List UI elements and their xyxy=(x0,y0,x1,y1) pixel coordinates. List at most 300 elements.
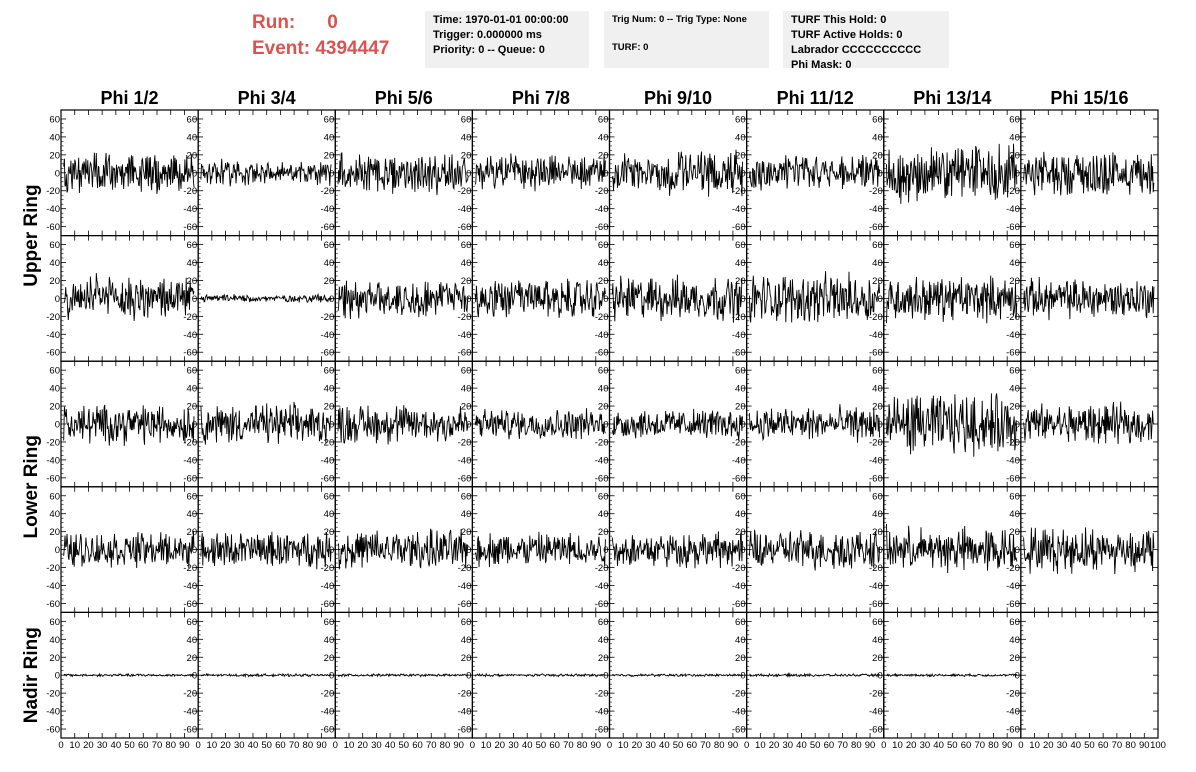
waveform-trace xyxy=(887,276,1017,324)
x-tick-label: 60 xyxy=(686,740,698,751)
y-tick-label: -60 xyxy=(869,724,883,736)
x-tick-label: 30 xyxy=(645,740,656,751)
y-tick-label: 20 xyxy=(872,527,883,539)
time-text: Time: 1970-01-01 00:00:00 xyxy=(433,14,569,26)
y-tick-label: 0 xyxy=(328,293,335,305)
x-tick-label: 40 xyxy=(1070,740,1082,751)
y-tick-label: -40 xyxy=(320,204,335,216)
y-tick-label: -20 xyxy=(46,688,60,700)
y-tick-label: 0 xyxy=(191,168,198,180)
y-tick-label: -40 xyxy=(594,580,609,592)
panel-r0-c1 xyxy=(183,110,335,236)
y-tick-label: -20 xyxy=(869,186,883,198)
y-tick-label: 40 xyxy=(872,383,883,395)
y-tick-label: 40 xyxy=(597,383,609,395)
panel-r3-c2 xyxy=(321,487,473,613)
y-tick-label: -40 xyxy=(869,204,883,216)
y-tick-label: -60 xyxy=(320,473,335,485)
y-tick-label: -40 xyxy=(869,455,883,467)
y-tick-label: 0 xyxy=(328,419,335,431)
x-tick-label: 30 xyxy=(1056,740,1068,751)
panel-r2-c7 xyxy=(1006,361,1158,487)
y-tick-label: 0 xyxy=(877,419,883,431)
waveform-trace xyxy=(201,532,331,570)
y-tick-label: 0 xyxy=(54,670,60,682)
x-tick-label: 0 xyxy=(58,740,64,751)
y-tick-label: 0 xyxy=(603,670,609,682)
waveform-trace xyxy=(612,531,742,568)
panel-r0-c0 xyxy=(46,110,198,236)
y-tick-label: -60 xyxy=(1006,347,1020,359)
waveform-trace xyxy=(1024,402,1154,444)
y-tick-label: 20 xyxy=(597,652,609,664)
labrador-text: Labrador CCCCCCCCCC xyxy=(791,44,922,56)
y-tick-label: 20 xyxy=(1009,150,1020,162)
y-tick-label: 0 xyxy=(54,545,60,557)
y-tick-label: -20 xyxy=(1006,563,1020,575)
panel-r2-c4 xyxy=(595,361,747,487)
y-tick-label: 60 xyxy=(49,616,60,628)
x-tick-label: 30 xyxy=(233,740,245,751)
y-tick-label: -20 xyxy=(731,437,746,449)
y-tick-label: 20 xyxy=(186,652,198,664)
y-tick-label: -20 xyxy=(869,563,883,575)
waveform-trace xyxy=(749,530,879,571)
panel-r0-c7 xyxy=(1006,110,1158,236)
y-tick-label: -60 xyxy=(594,347,609,359)
y-tick-label: 0 xyxy=(740,419,746,431)
y-tick-label: 20 xyxy=(735,652,746,664)
x-tick-label: 80 xyxy=(988,740,999,751)
y-tick-label: -60 xyxy=(46,222,60,234)
x-tick-label: 10 xyxy=(1029,740,1040,751)
y-tick-label: 40 xyxy=(1009,383,1020,395)
y-tick-label: -20 xyxy=(183,688,198,700)
x-tick-label: 0 xyxy=(332,740,338,751)
y-tick-label: -60 xyxy=(46,473,60,485)
panel-r2-c1 xyxy=(183,361,335,487)
y-tick-label: 60 xyxy=(323,114,335,126)
x-tick-label: 70 xyxy=(288,740,300,751)
waveform-trace xyxy=(64,405,194,446)
x-tick-label: 50 xyxy=(672,740,684,751)
y-tick-label: -60 xyxy=(457,598,472,610)
y-tick-label: -60 xyxy=(869,598,883,610)
y-tick-label: -60 xyxy=(183,724,198,736)
y-tick-label: -20 xyxy=(320,186,335,198)
y-tick-label: 60 xyxy=(186,365,198,377)
y-tick-label: -60 xyxy=(46,347,60,359)
run-value: 0 xyxy=(327,12,338,33)
y-tick-label: 40 xyxy=(735,132,746,144)
y-tick-label: -60 xyxy=(1006,598,1020,610)
y-tick-label: 40 xyxy=(323,509,335,521)
y-tick-label: -40 xyxy=(594,329,609,341)
y-tick-label: 20 xyxy=(323,275,335,287)
column-header: Phi 9/10 xyxy=(644,88,713,108)
y-tick-label: 40 xyxy=(735,634,746,646)
y-tick-label: -40 xyxy=(320,455,335,467)
y-tick-label: 20 xyxy=(597,150,609,162)
waveform-trace xyxy=(749,674,879,677)
turf-text: TURF: 0 xyxy=(612,42,649,53)
y-tick-label: 40 xyxy=(1009,634,1020,646)
y-tick-label: 20 xyxy=(1009,401,1020,413)
waveform-trace xyxy=(1024,277,1154,320)
y-tick-label: 40 xyxy=(186,258,198,270)
x-tick-label: 90 xyxy=(1001,740,1013,751)
y-tick-label: -60 xyxy=(594,473,609,485)
x-tick-label: 50 xyxy=(124,740,135,751)
y-tick-label: 0 xyxy=(740,670,746,682)
y-tick-label: -60 xyxy=(1006,724,1020,736)
y-tick-label: 40 xyxy=(323,132,335,144)
y-tick-label: 60 xyxy=(460,616,472,628)
column-header: Phi 7/8 xyxy=(511,88,570,108)
y-tick-label: -20 xyxy=(869,688,883,700)
y-tick-label: -60 xyxy=(594,598,609,610)
y-tick-label: 0 xyxy=(1014,545,1020,557)
y-tick-label: -40 xyxy=(1006,204,1020,216)
y-tick-label: 20 xyxy=(460,401,472,413)
waveform-trace xyxy=(475,153,605,191)
y-tick-label: 60 xyxy=(597,240,609,252)
y-tick-label: -40 xyxy=(594,706,609,718)
x-tick-label: 10 xyxy=(892,740,903,751)
y-tick-label: 20 xyxy=(597,527,609,539)
y-tick-label: -40 xyxy=(594,455,609,467)
waveform-trace xyxy=(887,144,1017,204)
y-tick-label: -60 xyxy=(46,598,60,610)
y-tick-label: 60 xyxy=(872,240,883,252)
y-tick-label: -20 xyxy=(457,311,472,323)
panel-r0-c3 xyxy=(458,110,610,236)
y-tick-label: 0 xyxy=(328,670,335,682)
y-tick-label: -20 xyxy=(731,186,746,198)
x-tick-label: 60 xyxy=(275,740,286,751)
y-tick-label: -20 xyxy=(320,437,335,449)
panel-r4-c5 xyxy=(731,612,887,751)
y-tick-label: -40 xyxy=(731,204,746,216)
x-tick-label: 90 xyxy=(590,740,602,751)
y-tick-label: -60 xyxy=(457,473,472,485)
y-tick-label: 60 xyxy=(735,616,746,628)
x-tick-label: 70 xyxy=(563,740,574,751)
y-tick-label: -20 xyxy=(320,688,335,700)
x-tick-label: 50 xyxy=(947,740,958,751)
y-tick-label: -20 xyxy=(46,311,60,323)
y-tick-label: 0 xyxy=(466,419,472,431)
y-tick-label: -40 xyxy=(183,455,198,467)
y-tick-label: -40 xyxy=(731,329,746,341)
y-tick-label: -20 xyxy=(594,311,609,323)
x-tick-label: 40 xyxy=(384,740,396,751)
y-tick-label: 0 xyxy=(466,545,472,557)
waveform-trace xyxy=(64,153,194,194)
y-tick-label: -60 xyxy=(320,222,335,234)
y-tick-label: -40 xyxy=(457,329,472,341)
x-tick-label: 10 xyxy=(480,740,492,751)
y-tick-label: 0 xyxy=(466,670,472,682)
y-tick-label: -60 xyxy=(594,222,609,234)
x-tick-label: 90 xyxy=(1138,740,1150,751)
waveform-trace xyxy=(887,524,1017,573)
panel-r2-c0 xyxy=(46,361,198,487)
waveform-trace xyxy=(749,404,879,442)
y-tick-label: -40 xyxy=(869,706,883,718)
y-tick-label: 40 xyxy=(186,383,198,395)
y-tick-label: -40 xyxy=(1006,455,1020,467)
y-tick-label: 20 xyxy=(460,527,472,539)
y-tick-label: -40 xyxy=(320,329,335,341)
y-tick-label: -20 xyxy=(731,688,746,700)
y-tick-label: -20 xyxy=(183,563,198,575)
panel-r3-c6 xyxy=(869,487,1021,613)
y-tick-label: 40 xyxy=(49,132,60,144)
y-tick-label: 20 xyxy=(323,150,335,162)
y-tick-label: -20 xyxy=(457,688,472,700)
x-tick-label: 80 xyxy=(851,740,862,751)
waveform-trace xyxy=(201,159,331,187)
y-tick-label: 0 xyxy=(877,293,883,305)
y-tick-label: 60 xyxy=(49,240,60,252)
y-tick-label: 20 xyxy=(323,401,335,413)
y-tick-label: 60 xyxy=(872,491,883,503)
x-tick-label: 90 xyxy=(179,740,190,751)
y-tick-label: -20 xyxy=(594,437,609,449)
waveform-trace xyxy=(1024,152,1154,196)
y-tick-label: 60 xyxy=(49,365,60,377)
y-tick-label: -40 xyxy=(320,580,335,592)
x-tick-label: 40 xyxy=(933,740,944,751)
x-tick-label: 40 xyxy=(521,740,533,751)
panel-r2-c6 xyxy=(869,361,1021,487)
y-tick-label: 20 xyxy=(186,401,198,413)
x-tick-label: 50 xyxy=(1084,740,1095,751)
panel-r3-c4 xyxy=(595,487,747,613)
y-tick-label: 0 xyxy=(191,419,198,431)
y-tick-label: 60 xyxy=(323,616,335,628)
panel-r1-c0 xyxy=(46,236,198,362)
y-tick-label: 0 xyxy=(328,545,335,557)
y-tick-label: 0 xyxy=(877,545,883,557)
y-tick-label: 60 xyxy=(460,365,472,377)
x-tick-label: 0 xyxy=(195,740,201,751)
x-tick-label: 90 xyxy=(727,740,739,751)
y-tick-label: 60 xyxy=(1009,491,1020,503)
y-tick-label: 0 xyxy=(740,293,746,305)
panel-r1-c6 xyxy=(869,236,1021,362)
x-tick-label: 90 xyxy=(864,740,876,751)
waveform-trace xyxy=(64,674,194,677)
y-tick-label: 0 xyxy=(466,293,472,305)
waveform-trace xyxy=(1024,527,1154,574)
y-tick-label: 60 xyxy=(186,114,198,126)
panel-r1-c3 xyxy=(458,236,610,362)
y-tick-label: 20 xyxy=(872,275,883,287)
x-tick-label: 60 xyxy=(1097,740,1109,751)
y-tick-label: 0 xyxy=(1014,293,1020,305)
y-tick-label: 60 xyxy=(735,491,746,503)
y-tick-label: -40 xyxy=(183,706,198,718)
y-tick-label: 40 xyxy=(872,634,883,646)
y-tick-label: 40 xyxy=(735,509,746,521)
y-tick-label: -40 xyxy=(731,455,746,467)
y-tick-label: -40 xyxy=(183,580,198,592)
y-tick-label: 0 xyxy=(877,168,883,180)
panel-r3-c1 xyxy=(183,487,335,613)
ring-label: Nadir Ring xyxy=(21,627,42,724)
y-tick-label: 20 xyxy=(323,527,335,539)
y-tick-label: 60 xyxy=(872,114,883,126)
y-tick-label: -60 xyxy=(183,347,198,359)
panel-r0-c2 xyxy=(321,110,473,236)
y-tick-label: -20 xyxy=(1006,186,1020,198)
panel-r1-c1 xyxy=(183,236,335,362)
x-tick-label: 50 xyxy=(261,740,272,751)
event-value: 4394447 xyxy=(315,38,390,59)
waveform-trace xyxy=(64,273,194,321)
x-tick-label: 50 xyxy=(809,740,821,751)
y-tick-label: 40 xyxy=(1009,258,1020,270)
x-tick-label: 0 xyxy=(606,740,613,751)
y-tick-label: 60 xyxy=(735,240,746,252)
y-tick-label: 60 xyxy=(460,114,472,126)
y-tick-label: 60 xyxy=(597,365,609,377)
waveform-trace xyxy=(338,529,468,570)
column-header: Phi 11/12 xyxy=(776,88,854,108)
y-tick-label: 60 xyxy=(460,491,472,503)
y-tick-label: -60 xyxy=(183,473,198,485)
y-tick-label: -40 xyxy=(869,580,883,592)
x-tick-label: 20 xyxy=(357,740,368,751)
y-tick-label: -40 xyxy=(46,329,60,341)
y-tick-label: 0 xyxy=(328,168,335,180)
waveform-trace xyxy=(475,674,605,677)
x-tick-label: 20 xyxy=(494,740,506,751)
y-tick-label: 60 xyxy=(1009,616,1020,628)
column-header: Phi 5/6 xyxy=(374,88,433,108)
y-tick-label: 40 xyxy=(49,258,60,270)
x-tick-label: 20 xyxy=(1043,740,1054,751)
panel-r0-c5 xyxy=(732,110,884,236)
y-tick-label: 40 xyxy=(49,634,60,646)
trig-num-text: Trig Num: 0 -- Trig Type: None xyxy=(612,14,747,25)
x-tick-label: 30 xyxy=(782,740,794,751)
y-tick-label: 40 xyxy=(460,634,472,646)
y-tick-label: -60 xyxy=(731,222,746,234)
y-tick-label: -20 xyxy=(1006,311,1020,323)
x-tick-label: 10 xyxy=(343,740,355,751)
panel-r4-c1 xyxy=(183,612,335,751)
y-tick-label: 20 xyxy=(872,401,883,413)
column-header: Phi 15/16 xyxy=(1050,88,1129,108)
y-tick-label: -40 xyxy=(46,580,60,592)
y-tick-label: -60 xyxy=(594,724,609,736)
y-tick-label: -40 xyxy=(1006,706,1020,718)
y-tick-label: 40 xyxy=(1009,509,1020,521)
y-tick-label: -60 xyxy=(320,598,335,610)
x-tick-label: 50 xyxy=(535,740,547,751)
y-tick-label: -20 xyxy=(594,563,609,575)
y-tick-label: 60 xyxy=(872,365,883,377)
y-tick-label: -60 xyxy=(731,598,746,610)
y-tick-label: 60 xyxy=(186,616,198,628)
y-tick-label: -60 xyxy=(320,347,335,359)
x-tick-label: 40 xyxy=(659,740,670,751)
turf-active-text: TURF Active Holds: 0 xyxy=(791,29,903,41)
y-tick-label: 0 xyxy=(603,545,609,557)
y-tick-label: 60 xyxy=(49,114,60,126)
y-tick-label: 60 xyxy=(186,240,198,252)
waveform-trace xyxy=(338,674,468,677)
y-tick-label: 40 xyxy=(597,258,609,270)
y-tick-label: 20 xyxy=(735,527,746,539)
y-tick-label: 40 xyxy=(1009,132,1020,144)
panel-r3-c0 xyxy=(46,487,198,613)
y-tick-label: 60 xyxy=(323,491,335,503)
event-label: Event: xyxy=(252,38,311,59)
y-tick-label: 60 xyxy=(186,491,198,503)
waveform-trace xyxy=(612,409,742,441)
y-tick-label: 60 xyxy=(597,616,609,628)
x-tick-label: 90 xyxy=(453,740,464,751)
x-tick-label: 70 xyxy=(151,740,163,751)
y-tick-label: -20 xyxy=(869,437,883,449)
y-tick-label: -60 xyxy=(457,724,472,736)
y-tick-label: 0 xyxy=(191,545,198,557)
y-tick-label: 20 xyxy=(460,652,472,664)
x-tick-label: 80 xyxy=(1125,740,1136,751)
y-tick-label: 20 xyxy=(460,150,472,162)
column-header: Phi 13/14 xyxy=(913,88,992,108)
y-tick-label: -40 xyxy=(46,455,60,467)
y-tick-label: 0 xyxy=(191,293,198,305)
y-tick-label: 40 xyxy=(872,258,883,270)
y-tick-label: -60 xyxy=(457,347,472,359)
panel-r0-c4 xyxy=(595,110,747,236)
x-tick-label: 10 xyxy=(206,740,218,751)
y-tick-label: -20 xyxy=(457,186,472,198)
x-tick-label: 0 xyxy=(469,740,476,751)
y-tick-label: 20 xyxy=(186,150,198,162)
x-tick-label: 40 xyxy=(247,740,259,751)
x-tick-label: 70 xyxy=(425,740,437,751)
x-tick-label: 20 xyxy=(768,740,780,751)
x-tick-label: 0 xyxy=(881,740,887,751)
y-tick-label: 0 xyxy=(54,168,60,180)
y-tick-label: 60 xyxy=(1009,114,1020,126)
y-tick-label: 0 xyxy=(191,670,198,682)
y-tick-label: 20 xyxy=(735,275,746,287)
waveform-trace xyxy=(201,674,331,677)
waveform-trace xyxy=(201,294,331,302)
x-tick-label: 20 xyxy=(631,740,643,751)
y-tick-label: -20 xyxy=(594,688,609,700)
y-tick-label: -20 xyxy=(731,563,746,575)
y-tick-label: 20 xyxy=(1009,652,1020,664)
y-tick-label: 20 xyxy=(186,275,198,287)
y-tick-label: 40 xyxy=(597,509,609,521)
y-tick-label: 0 xyxy=(466,168,472,180)
y-tick-label: 60 xyxy=(597,114,609,126)
y-tick-label: -60 xyxy=(183,222,198,234)
panel-r0-c6 xyxy=(869,110,1021,236)
x-tick-label: 0 xyxy=(1018,740,1024,751)
x-tick-label: 10 xyxy=(755,740,766,751)
y-tick-label: 40 xyxy=(49,383,60,395)
x-tick-label: 20 xyxy=(83,740,94,751)
